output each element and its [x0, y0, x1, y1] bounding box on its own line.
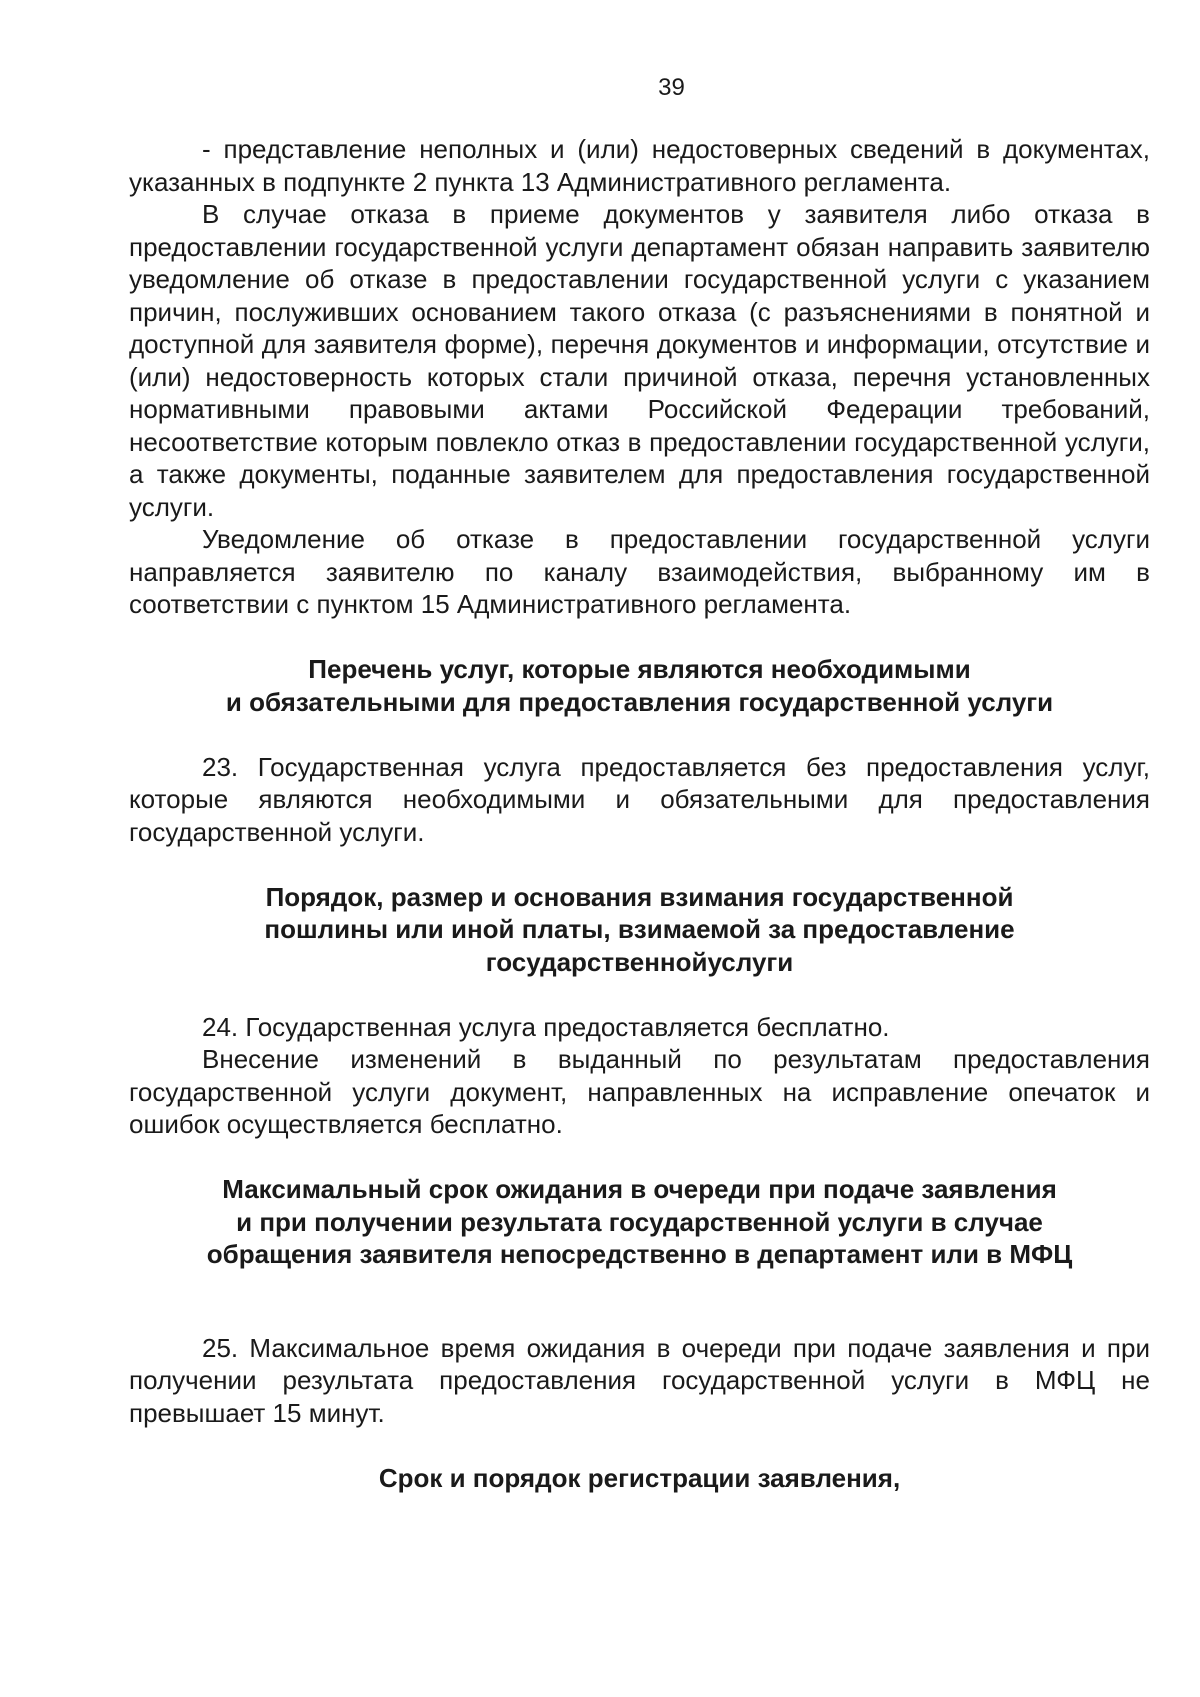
- spacer: [129, 848, 1150, 881]
- paragraph-24: 24. Государственная услуга предоставляется бесплатно.: [202, 1011, 890, 1042]
- section-heading-queue-time: [129, 1173, 1150, 1271]
- paragraph-25: 25. Максимальное время ожидания в очереди при подаче заявления и при получении результата предоставления государственной услуги в МФЦ не превышает 15 минут.: [129, 1332, 1150, 1428]
- heading-line: и обязательными для предоставления государственной услуги: [225, 686, 1054, 717]
- paragraph-corrections-free: Внесение изменений в выданный по результатам предоставления государственной услуги документ, направленных на исправление опечаток и ошибок осуществляется бесплатно.: [129, 1044, 1150, 1139]
- heading-line: Срок и порядок регистрации заявления,: [378, 1462, 901, 1493]
- paragraph-23: 23. Государственная услуга предоставляется без предоставления услуг, которые являются необходимыми и обязательными для предоставления государственной услуги.: [129, 751, 1150, 847]
- page-number: 39: [658, 74, 685, 101]
- heading-line: Перечень услуг, которые являются необходимыми: [308, 654, 971, 684]
- spacer: [129, 718, 1150, 751]
- spacer: [129, 1271, 1150, 1332]
- document-body: [129, 133, 1150, 1494]
- section-heading-required-services: [129, 653, 1150, 718]
- paragraph-refusal-notice: В случае отказа в приеме документов у заявителя либо отказа в предоставлении государственной услуги департамент обязан направить заявителю уведомление об отказе в предоставлении государственной услуги с указанием причин, послуживших основанием такого отказа (с разъяснениями в понятной и доступной для заявителя форме), перечня документов и информации, отсутствие и (или) недостоверность которых стали причиной отказа, перечня установленных нормативными правовыми актами Российской Федерации требований, несоответствие которым повлекло отказ в предоставлении государственной услуги, а также документы, поданные заявителем для предоставления государственной услуги.: [129, 199, 1150, 522]
- heading-line: обращения заявителя непосредственно в департамент или в МФЦ: [206, 1239, 1073, 1269]
- paragraph-incomplete-info: - представление неполных и (или) недостоверных сведений в документах, указанных в подпункте 2 пункта 13 Административного регламента.: [129, 134, 1150, 197]
- spacer: [129, 1429, 1150, 1462]
- heading-line: и при получении результата государственной услуги в случае: [236, 1206, 1043, 1237]
- heading-line: государственнойуслуги: [485, 946, 794, 977]
- heading-line: пошлины или иной платы, взимаемой за предоставление: [264, 914, 1015, 944]
- section-heading-state-fee: [129, 881, 1150, 979]
- section-heading-registration: [129, 1462, 1150, 1495]
- spacer: [129, 621, 1150, 654]
- heading-line: Максимальный срок ожидания в очереди при подаче заявления: [222, 1174, 1057, 1204]
- spacer: [129, 978, 1150, 1011]
- spacer: [129, 1141, 1150, 1174]
- paragraph-notice-channel: Уведомление об отказе в предоставлении государственной услуги направляется заявителю по каналу взаимодействия, выбранному им в соответствии с пунктом 15 Административного регламента.: [129, 524, 1150, 619]
- heading-line: Порядок, размер и основания взимания государственной: [265, 881, 1014, 912]
